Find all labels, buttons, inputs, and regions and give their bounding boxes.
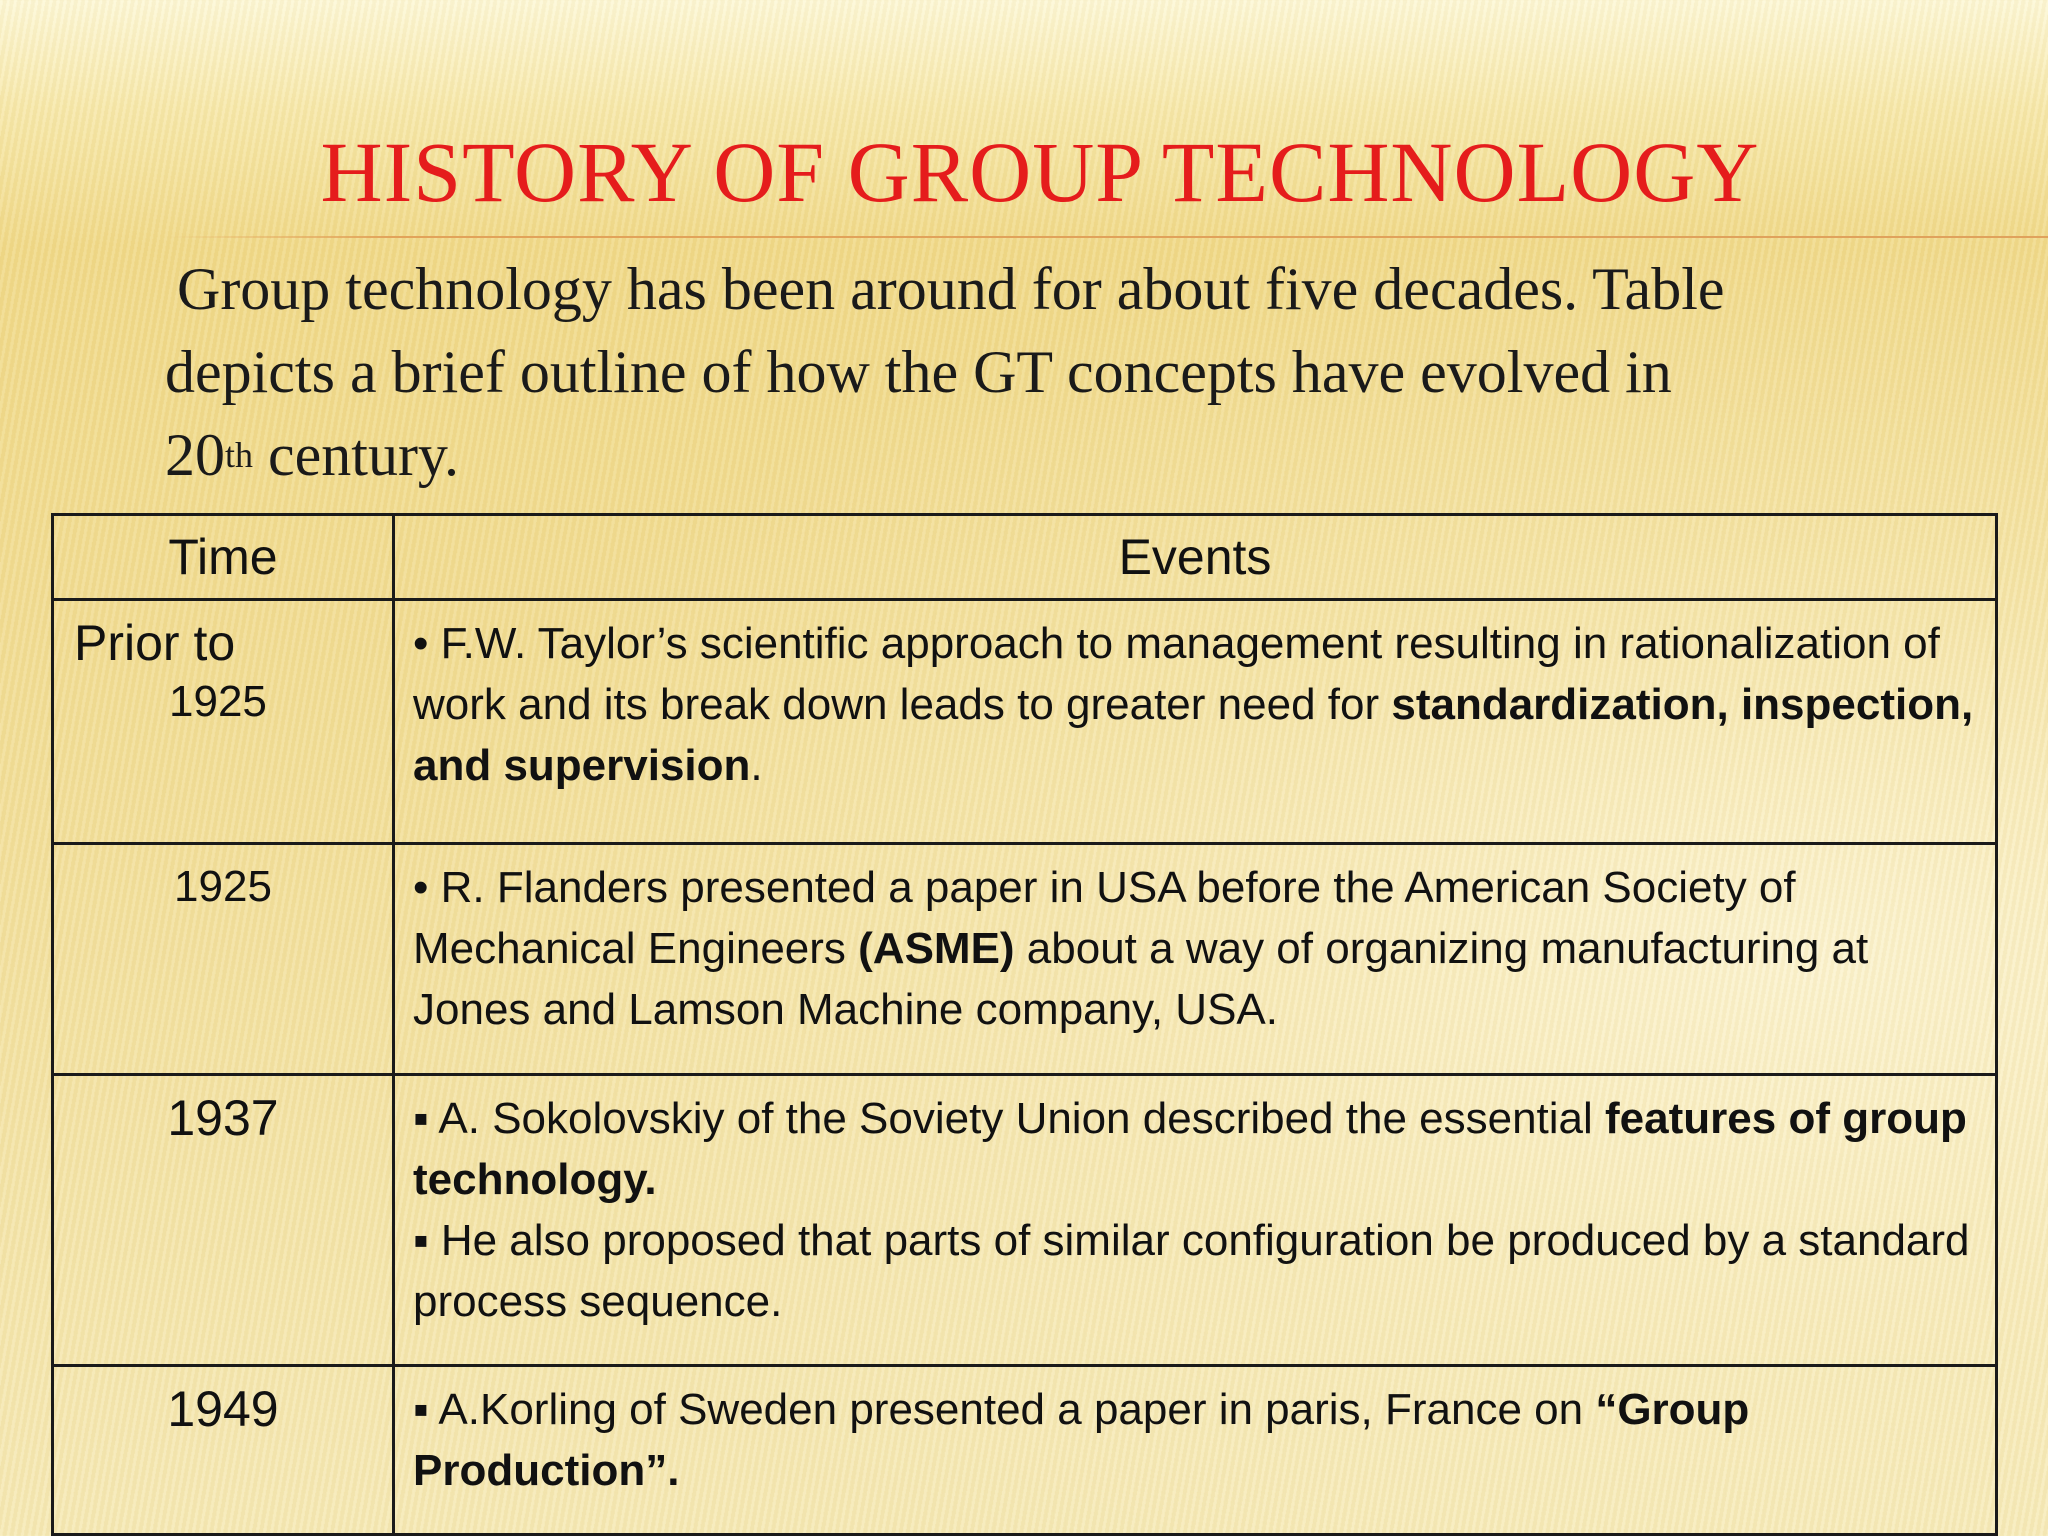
intro-century-number: 20 xyxy=(165,422,225,488)
intro-paragraph xyxy=(165,248,1965,497)
time-year: 1925 xyxy=(169,677,267,726)
square-bullet-icon: ▪ xyxy=(413,1385,429,1434)
event-plain: A.Korling of Sweden presented a paper in paris, France on xyxy=(428,1385,1596,1434)
square-bullet-icon: ▪ xyxy=(413,1094,429,1143)
intro-century-word: century. xyxy=(253,422,460,488)
event-cell xyxy=(394,1075,1997,1366)
event-cell xyxy=(394,600,1997,844)
event-tail: . xyxy=(750,741,763,790)
event-plain: R. Flanders presented a paper in USA before the American Society of Mechanical Engineers xyxy=(413,863,1796,973)
event-plain: F.W. Taylor’s scientific approach to management resulting in rationalization of work and its break down leads to greater need for xyxy=(413,619,1940,729)
table-row xyxy=(53,1075,1997,1366)
table-row xyxy=(53,600,1997,844)
time-cell: 1937 xyxy=(53,1075,394,1366)
time-cell: 1925 xyxy=(53,844,394,1075)
square-bullet-icon: ▪ xyxy=(413,1216,429,1265)
event-emphasis: features of group technology. xyxy=(413,1094,1967,1204)
time-text: Prior to xyxy=(74,615,236,671)
intro-line-2: depicts a brief outline of how the GT concepts have evolved in xyxy=(165,339,1672,405)
bullet-icon: • xyxy=(413,619,429,668)
intro-line-1: Group technology has been around for about five decades. Table xyxy=(177,256,1725,322)
event-emphasis: standardization, inspection, and supervision xyxy=(413,680,1974,790)
event-text xyxy=(413,613,1977,796)
intro-line-3 xyxy=(165,414,1965,497)
event-text xyxy=(413,1088,1977,1210)
history-table xyxy=(51,513,1998,1536)
event-emphasis: “Group Production”. xyxy=(413,1385,1750,1495)
event-plain: A. Sokolovskiy of the Soviety Union described the essential xyxy=(428,1094,1606,1143)
time-cell xyxy=(53,600,394,844)
event-tail: about a way of organizing manufacturing at Jones and Lamson Machine company, USA. xyxy=(413,924,1869,1034)
time-cell: 1949 xyxy=(53,1366,394,1535)
table-header-row xyxy=(53,515,1997,600)
title-divider xyxy=(165,236,2048,238)
header-time: Time xyxy=(53,515,394,600)
header-events: Events xyxy=(394,515,1997,600)
bullet-icon: • xyxy=(413,863,429,912)
event-emphasis: (ASME) xyxy=(858,924,1015,973)
intro-superscript: th xyxy=(225,435,254,475)
table-row xyxy=(53,844,1997,1075)
event-cell xyxy=(394,844,1997,1075)
event-text xyxy=(413,1210,1977,1332)
event-text xyxy=(413,1379,1977,1501)
event-text xyxy=(413,857,1977,1040)
slide-title: HISTORY OF GROUP TECHNOLOGY xyxy=(320,124,1760,220)
event-cell xyxy=(394,1366,1997,1535)
table-row xyxy=(53,1366,1997,1535)
event-plain: He also proposed that parts of similar configuration be produced by a standard process sequence. xyxy=(413,1216,1970,1326)
